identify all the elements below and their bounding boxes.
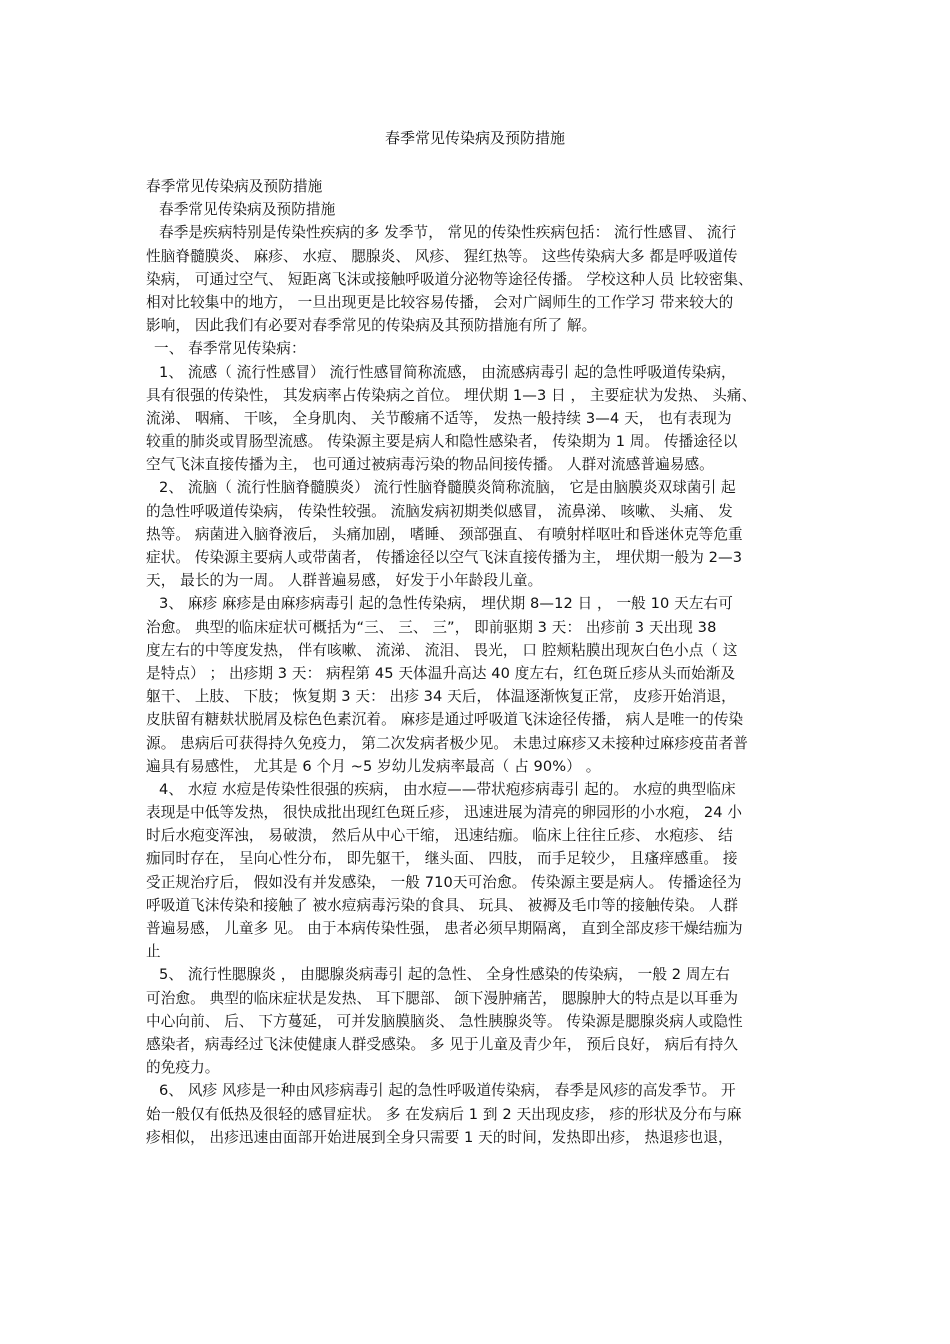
paragraph-line: 受正规治疗后， 假如没有并发感染， 一般 710天可治愈。 传染源主要是病人。 传播途径为 <box>146 873 742 891</box>
paragraph-line: 4、 水痘 水痘是传染性很强的疾病， 由水痘——带状疱疹病毒引 起的。 水痘的典型临床 <box>159 780 736 798</box>
paragraph-line: 1、 流感（ 流行性感冒） 流行性感冒简称流感， 由流感病毒引 起的急性呼吸道传染病， <box>159 363 736 381</box>
paragraph-line: 止 <box>146 943 161 961</box>
paragraph-line: 性脑脊髓膜炎、 麻疹、 水痘、 腮腺炎、 风疹、 猩红热等。 这些传染病大多 都是呼吸道传 <box>146 247 738 265</box>
paragraph-line: 染病， 可通过空气、 短距离飞沫或接触呼吸道分泌物等途径传播。 学校这种人员 比较密集、 <box>146 270 753 288</box>
paragraph-line: 呼吸道飞沫传染和接触了 被水痘病毒污染的食具、 玩具、 被褥及毛巾等的接触传染。 人群 <box>146 896 739 914</box>
paragraph-line: 躯干、 上肢、 下肢； 恢复期 3 天： 出疹 34 天后， 体温逐渐恢复正常， 皮疹开始消退， <box>146 688 736 706</box>
paragraph-line: 遍具有易感性， 尤其是 6 个月 ~5 岁幼儿发病率最高（ 占 90%） 。 <box>146 757 601 775</box>
paragraph-line: 皮肤留有糖麸状脱屑及棕色色素沉着。 麻疹是通过呼吸道飞沫途径传播， 病人是唯一的传染 <box>146 711 744 729</box>
paragraph-line: 具有很强的传染性， 其发病率占传染病之首位。 埋伏期 1—3 日 ， 主要症状为发热、 头痛、 <box>146 386 757 404</box>
paragraph-line: 热等。 病菌进入脑脊液后， 头痛加剧， 嗜睡、 颈部强直、 有喷射样呕吐和昏迷休克等危重 <box>146 525 743 543</box>
paragraph-line: 疹相似， 出疹迅速由面部开始进展到全身只需要 1 天的时间，发热即出疹， 热退疹也退， <box>146 1128 733 1146</box>
paragraph-line: 影响， 因此我们有必要对春季常见的传染病及其预防措施有所了 解。 <box>146 317 597 335</box>
paragraph-line: 6、 风疹 风疹是一种由风疹病毒引 起的急性呼吸道传染病， 春季是风疹的高发季节。 开 <box>159 1082 736 1100</box>
paragraph-line: 的免疫力。 <box>146 1059 220 1077</box>
paragraph-line: 度左右的中等度发热， 伴有咳嗽、 流涕、 流泪、 畏光， 口 腔颊粘膜出现灰白色小点（ 这 <box>146 641 738 659</box>
paragraph-line: 可治愈。 典型的临床症状是发热、 耳下腮部、 颌下漫肿痛苦， 腮腺肿大的特点是以耳垂为 <box>146 989 739 1007</box>
paragraph-line: 空气飞沫直接传播为主， 也可通过被病毒污染的物品间接传播。 人群对流感普遍易感。 <box>146 456 714 474</box>
document-body <box>146 175 818 1149</box>
paragraph-line: 2、 流脑（ 流行性脑脊髓膜炎） 流行性脑脊髓膜炎简称流脑， 它是由脑膜炎双球菌引 起 <box>159 479 736 497</box>
paragraph-line: 相对比较集中的地方， 一旦出现更是比较容易传播， 会对广阔师生的工作学习 带来较大的 <box>146 293 734 311</box>
paragraph-line: 表现是中低等发热， 很快成批出现红色斑丘疹， 迅速进展为清亮的卵园形的小水疱， 24 小 <box>146 804 743 822</box>
paragraph-line: 流涕、 咽痛、 干咳， 全身肌肉、 关节酸痛不适等， 发热一般持续 3—4 天， 也有表现为 <box>146 409 732 427</box>
paragraph-line: 治愈。 典型的临床症状可概括为“三、 三、 三”， 即前驱期 3 天： 出疹前 3 天出现 38 <box>146 618 717 636</box>
paragraph-line: 春季是疾病特别是传染性疾病的多 发季节， 常见的传染性疾病包括： 流行性感冒、 流行 <box>159 224 737 242</box>
paragraph-line: 痂同时存在， 呈向心性分布， 即先躯干， 继头面、 四肢， 而手足较少， 且瘙痒感重。 接 <box>146 850 738 868</box>
paragraph-line: 3、 麻疹 麻疹是由麻疹病毒引 起的急性传染病， 埋伏期 8—12 日 ， 一般 10 天左右可 <box>159 595 733 613</box>
paragraph-line: 源。 患病后可获得持久免疫力， 第二次发病者极少见。 未患过麻疹又未接种过麻疹疫苗者普 <box>146 734 748 752</box>
paragraph-line: 的急性呼吸道传染病， 传染性较强。 流脑发病初期类似感冒， 流鼻涕、 咳嗽、 头痛、 发 <box>146 502 733 520</box>
paragraph-line: 症状。 传染源主要病人或带菌者， 传播途径以空气飞沫直接传播为主， 埋伏期一般为 2—3 <box>146 549 743 566</box>
section-heading: 春季常见传染病及预防措施 <box>146 178 323 195</box>
document-title: 春季常见传染病及预防措施 <box>384 129 565 147</box>
paragraph-line: 天， 最长的为一周。 人群普遍易感， 好发于小年龄段儿童。 <box>146 572 543 590</box>
paragraph-line: 中心向前、 后、 下方蔓延， 可并发脑膜脑炎、 急性胰腺炎等。 传染源是腮腺炎病人或隐性 <box>146 1012 743 1030</box>
paragraph-line: 时后水疱变浑浊， 易破溃， 然后从中心干缩， 迅速结痂。 临床上往往丘疹、 水疱疹、 结 <box>146 827 733 845</box>
paragraph-line: 较重的肺炎或胃肠型流感。 传染源主要是病人和隐性感染者， 传染期为 1 周。 传播途径以 <box>146 433 738 451</box>
paragraph-line: 是特点） ； 出疹期 3 天： 病程第 45 天体温升高达 40 度左右，红色斑丘疹从头而始渐及 <box>146 664 736 682</box>
subheading: 春季常见传染病及预防措施 <box>159 201 336 219</box>
paragraph-line: 始一般仅有低热及很轻的感冒症状。 多 在发病后 1 到 2 天出现皮疹， 疹的形状及分布与麻 <box>146 1105 742 1123</box>
paragraph-line: 感染者，病毒经过飞沫使健康人群受感染。 多 见于儿童及青少年， 预后良好， 病后有持久 <box>146 1035 739 1053</box>
paragraph-line: 5、 流行性腮腺炎 ， 由腮腺炎病毒引 起的急性、 全身性感染的传染病， 一般 2 周左右 <box>159 966 730 984</box>
paragraph-line: 一、 春季常见传染病： <box>154 340 306 358</box>
paragraph-line: 普遍易感， 儿童多 见。 由于本病传染性强， 患者必须早期隔离， 直到全部皮疹干燥结痂为 <box>146 920 743 937</box>
